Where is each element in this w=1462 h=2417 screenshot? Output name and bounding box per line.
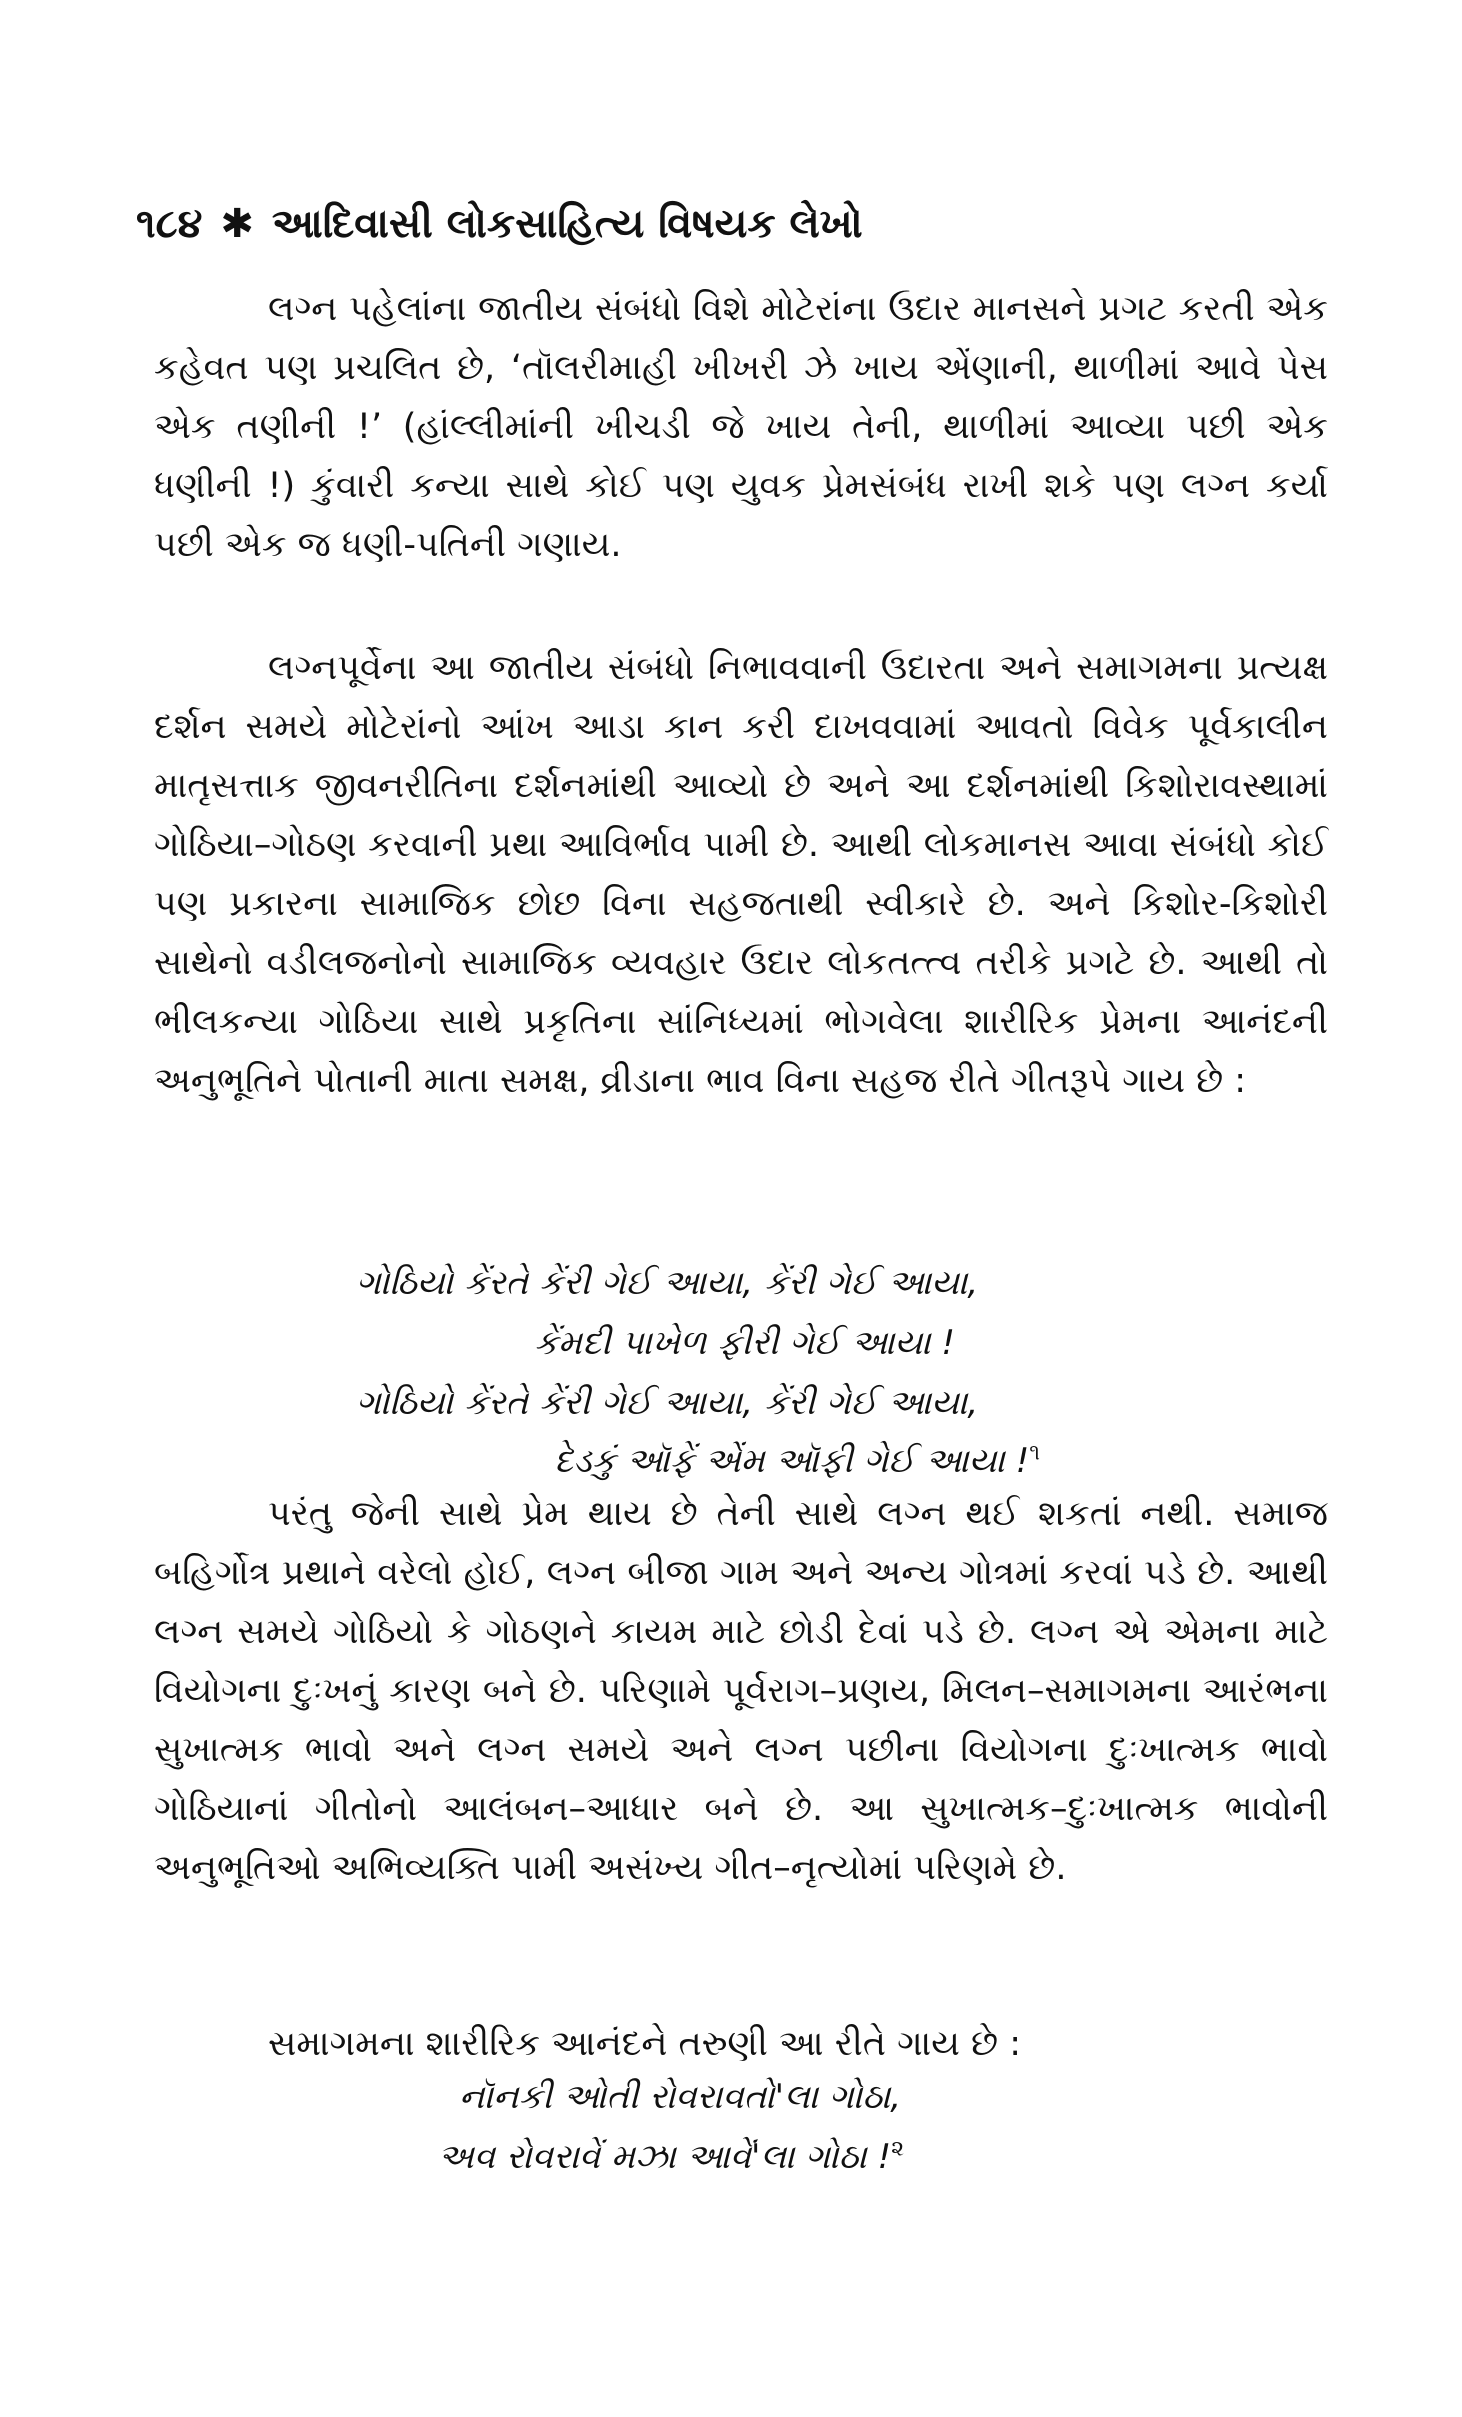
verse-2-line-2-text: અવ રોવરાવેં મઝા આવેં'લા ગોઠા ! xyxy=(438,2137,892,2177)
verse-1-line-4 xyxy=(554,1440,1041,1481)
asterisk-separator-icon: ✱ xyxy=(220,201,254,247)
paragraph-1 xyxy=(154,280,1328,575)
verse-1-line-2: કેંમદી પાખેળ ફીરી ગેઈ આયા ! xyxy=(534,1323,956,1363)
paragraph-3 xyxy=(154,1485,1328,1898)
footnote-marker-2: ૨ xyxy=(891,2136,905,2162)
footnote-marker-1: ૧ xyxy=(1029,1440,1041,1466)
paragraph-3-text: પરંતુ જેની સાથે પ્રેમ થાય છે તેની સાથે લગ્ન થઈ શકતાં નથી. સમાજ બહિર્ગોત્ર પ્રથાને વરેલો હોઈ, લગ્ન બીજા ગામ અને અન્ય ગોત્રમાં કરવાં પડે છે. આથી લગ્ન સમયે ગોઠિયો કે ગોઠણને કાયમ માટે છોડી દેવાં પડે છે. લગ્ન એ એમના માટે વિયોગના દુઃખનું કારણ બને છે. પરિણામે પૂર્વરાગ–પ્રણય, મિલન–સમાગમના આરંભના સુખાત્મક ભાવો અને લગ્ન સમયે અને લગ્ન પછીના વિયોગના દુઃખાત્મક ભાવો ગોઠિયાનાં ગીતોનો આલંબન–આધાર બને છે. આ સુખાત્મક–દુઃખાત્મક ભાવોની અનુભૂતિઓ અભિવ્યક્તિ પામી અસંખ્ય ગીત–નૃત્યોમાં પરિણમે છે. xyxy=(154,1494,1328,1888)
paragraph-2 xyxy=(154,639,1328,1111)
verse-1-line-4-text: દેડકું ઑફેં એંમ ઑફી ગેઈ આયા ! xyxy=(554,1441,1030,1481)
book-title: આદિવાસી લોકસાહિત્ય વિષયક લેખો xyxy=(271,201,863,247)
paragraph-1-text: લગ્ન પહેલાંના જાતીય સંબંધો વિશે મોટેરાંના ઉદાર માનસને પ્રગટ કરતી એક કહેવત પણ પ્રચલિત છે, ‘તૉલરીમાહી ખીખરી ઝે ખાય એંણાની, થાળીમાં આવે પેસ એક તણીની !’ (હાંલ્લીમાંની ખીચડી જે ખાય તેની, થાળીમાં આવ્યા પછી એક ધણીની !) કુંવારી કન્યા સાથે કોઈ પણ યુવક પ્રેમસંબંધ રાખી શકે પણ લગ્ન કર્યા પછી એક જ ધણી-પતિની ગણાય. xyxy=(154,289,1328,565)
running-header xyxy=(136,201,863,247)
paragraph-4-text: સમાગમના શારીરિક આનંદને તરુણી આ રીતે ગાય છે : xyxy=(268,2024,1022,2064)
paragraph-4 xyxy=(154,2015,1328,2074)
paragraph-2-text: લગ્નપૂર્વેના આ જાતીય સંબંધો નિભાવવાની ઉદારતા અને સમાગમના પ્રત્યક્ષ દર્શન સમયે મોટેરાંનો આંખ આડા કાન કરી દાખવવામાં આવતો વિવેક પૂર્વકાલીન માતૃસત્તાક જીવનરીતિના દર્શનમાંથી આવ્યો છે અને આ દર્શનમાંથી કિશોરાવસ્થામાં ગોઠિયા–ગોઠણ કરવાની પ્રથા આવિર્ભાવ પામી છે. આથી લોકમાનસ આવા સંબંધો કોઈ પણ પ્રકારના સામાજિક છોછ વિના સહજતાથી સ્વીકારે છે. અને કિશોર-કિશોરી સાથેનો વડીલજનોનો સામાજિક વ્યવહાર ઉદાર લોકતત્ત્વ તરીકે પ્રગટે છે. આથી તો ભીલકન્યા ગોઠિયા સાથે પ્રકૃતિના સાંનિધ્યમાં ભોગવેલા શારીરિક પ્રેમના આનંદની અનુભૂતિને પોતાની માતા સમક્ષ, વ્રીડાના ભાવ વિના સહજ રીતે ગીતરૂપે ગાય છે : xyxy=(154,648,1328,1101)
verse-2-line-1: નૉનકી ઓતી રોવરાવતો'લા ગોઠા, xyxy=(459,2077,902,2117)
verse-1-line-3: ગોઠિયો કેંરતે કેંરી ગેઈ આયા, કેંરી ગેઈ આયા, xyxy=(356,1383,979,1423)
verse-1-line-1: ગોઠિયો કેંરતે કેંરી ગેઈ આયા, કેંરી ગેઈ આયા, xyxy=(356,1263,979,1303)
verse-2-line-2 xyxy=(438,2136,905,2177)
page-number: ૧૮૪ xyxy=(136,201,203,247)
